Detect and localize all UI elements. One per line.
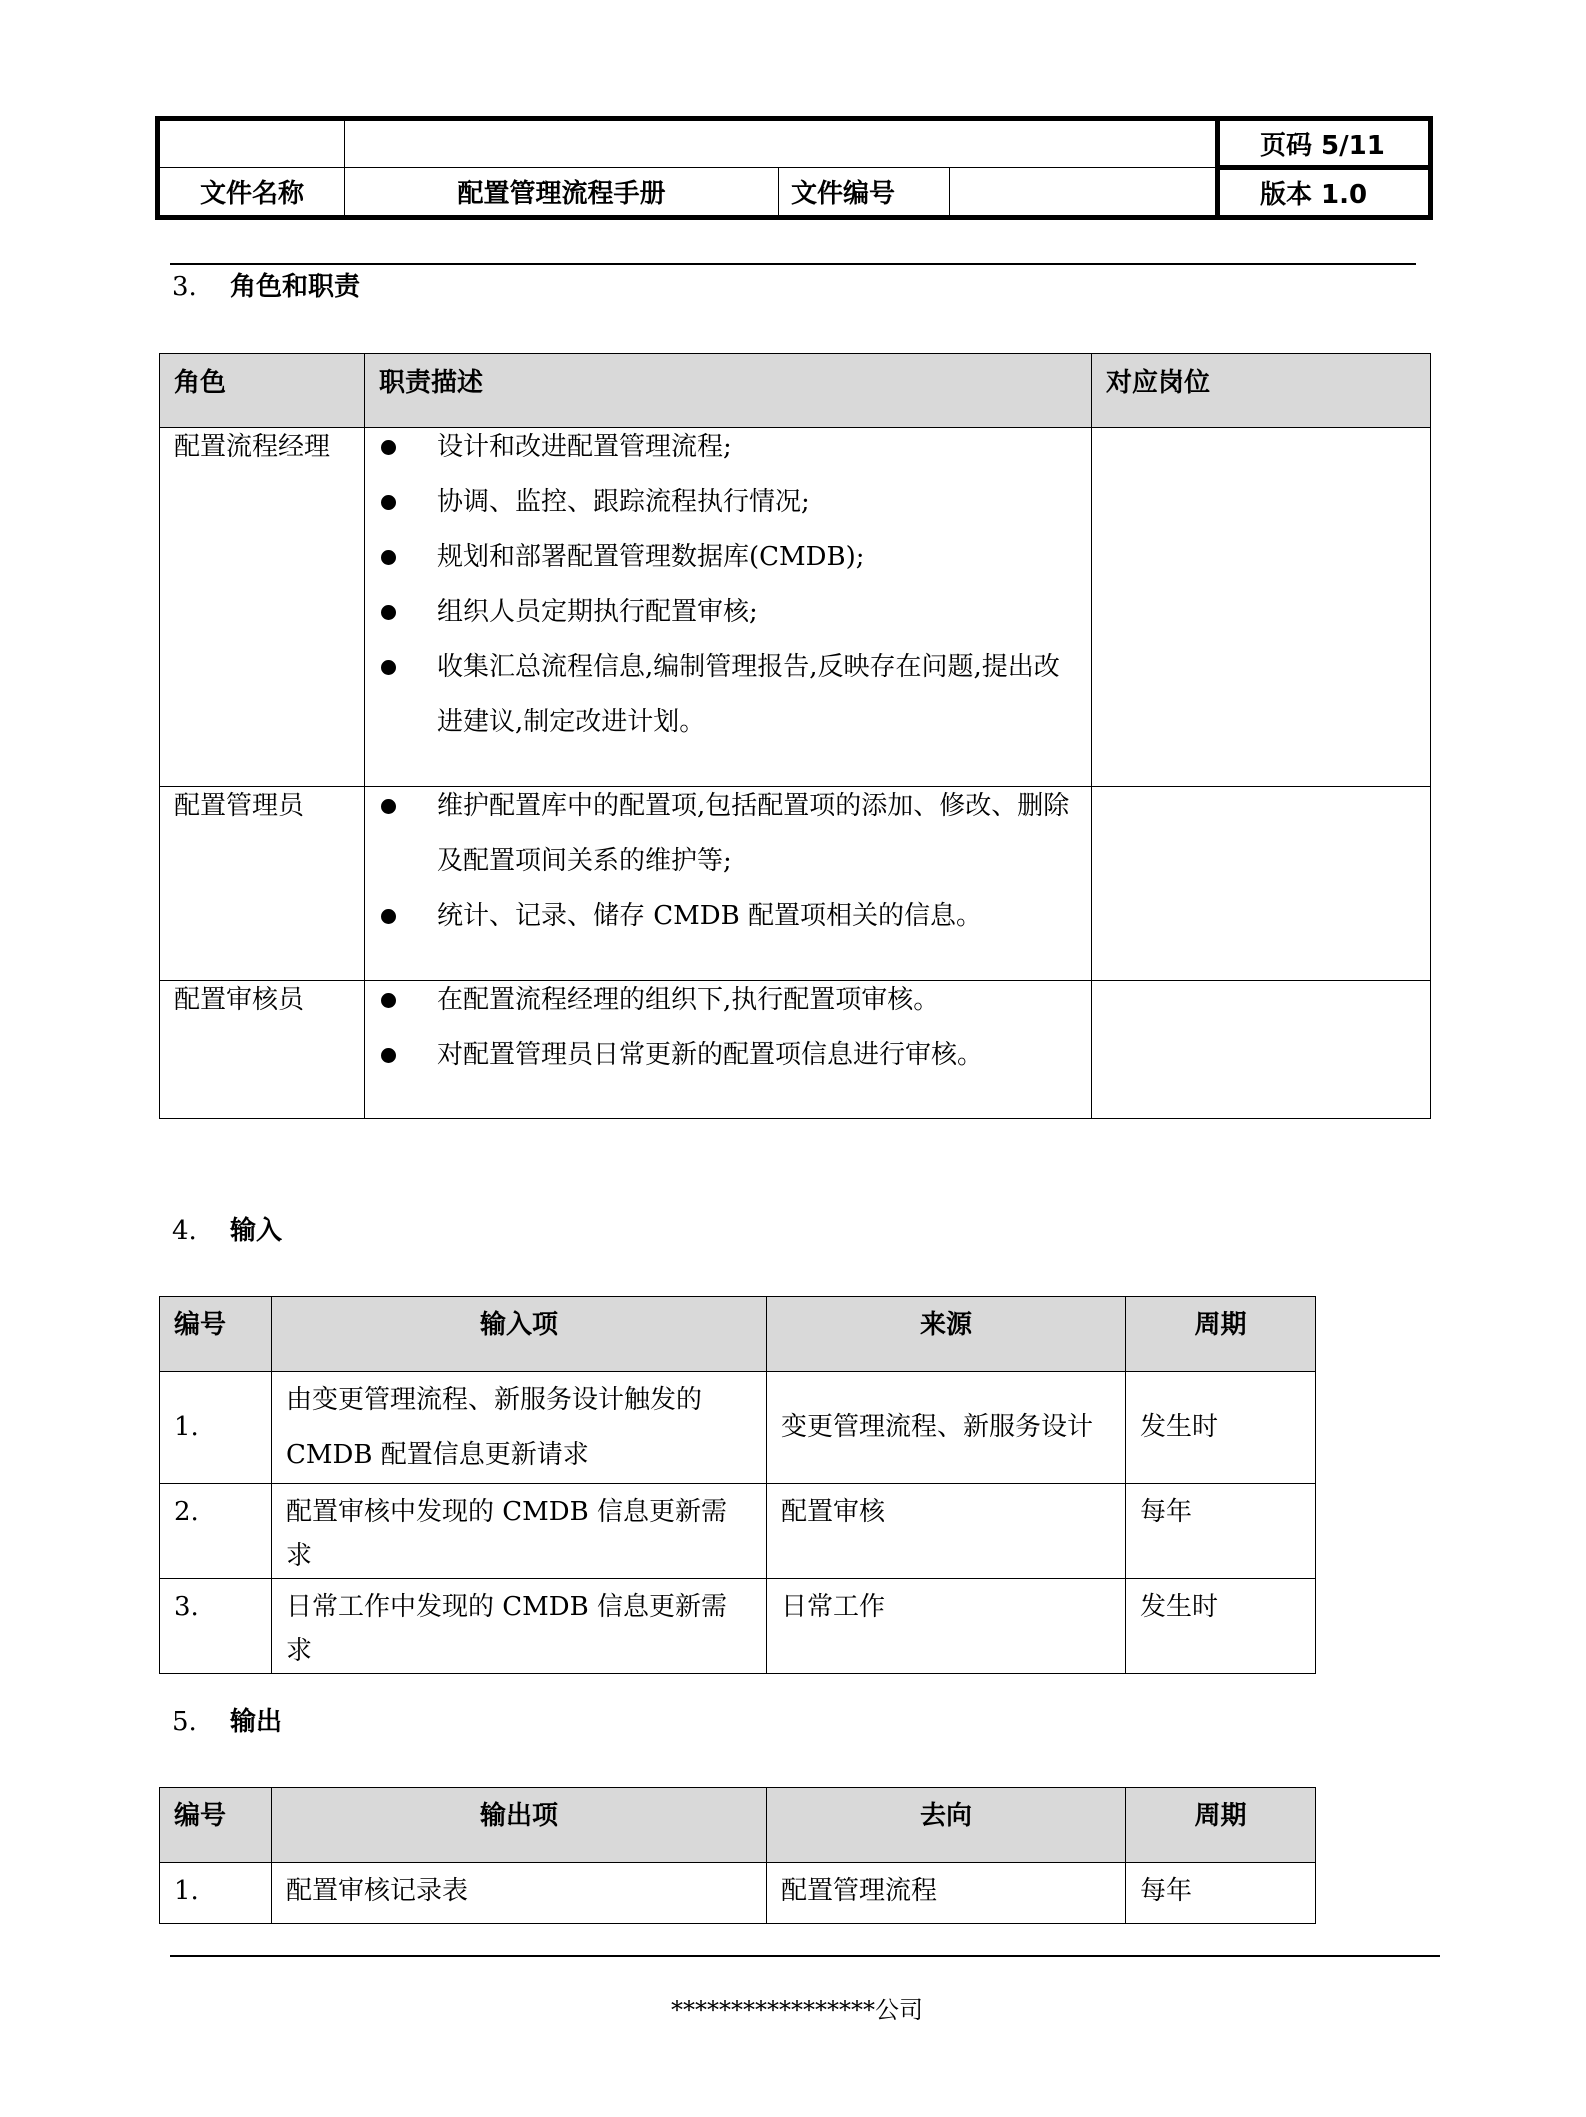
duty-item	[365, 530, 1077, 585]
column-header: 输出项	[272, 1788, 767, 1863]
section-heading-roles	[172, 266, 360, 303]
duty-text: 维护配置库中的配置项,包括配置项的添加、修改、删除及配置项间关系的维护等;	[437, 791, 1070, 876]
table-header-row	[160, 354, 1431, 428]
column-header: 周期	[1126, 1297, 1316, 1372]
file-name-label: 文件名称	[158, 168, 345, 218]
duty-list	[365, 973, 1077, 1083]
section-title: 输入	[230, 1216, 283, 1246]
file-no	[950, 168, 1218, 218]
roles-table	[159, 353, 1431, 1119]
footer-company: *****************公司	[671, 1996, 923, 2024]
table-header-row	[160, 1788, 1316, 1863]
header-rule	[170, 263, 1416, 265]
duty-text: 在配置流程经理的组织下,执行配置项审核。	[437, 985, 940, 1015]
number-cell: 1.	[160, 1863, 272, 1924]
source-cell: 配置审核	[767, 1484, 1126, 1579]
table-header-row	[160, 1297, 1316, 1372]
period-cell: 每年	[1126, 1484, 1316, 1579]
bullet-icon	[381, 909, 396, 924]
bullet-icon	[381, 993, 396, 1008]
version: 版本 1.0	[1218, 168, 1431, 218]
duty-item	[365, 585, 1077, 640]
number-cell: 2.	[160, 1484, 272, 1579]
section-number: 3.	[172, 272, 197, 302]
source-cell: 配置管理流程	[767, 1863, 1126, 1924]
role-name: 配置审核员	[174, 985, 305, 1015]
page-number: 页码 5/11	[1218, 119, 1431, 168]
table-row	[160, 981, 1431, 1119]
bullet-icon	[381, 799, 396, 814]
source-cell: 日常工作	[767, 1579, 1126, 1674]
table-row	[160, 1863, 1316, 1924]
column-header: 输入项	[272, 1297, 767, 1372]
file-no-label: 文件编号	[779, 168, 950, 218]
period-cell: 每年	[1126, 1863, 1316, 1924]
duties-cell	[365, 981, 1092, 1119]
bullet-icon	[381, 550, 396, 565]
duty-item	[365, 1028, 1077, 1083]
table-row	[160, 1484, 1316, 1579]
duty-text: 规划和部署配置管理数据库(CMDB);	[437, 542, 865, 572]
role-name: 配置管理员	[174, 791, 305, 821]
bullet-icon	[381, 605, 396, 620]
role-cell	[160, 787, 365, 981]
column-header: 编号	[160, 1788, 272, 1863]
column-header: 周期	[1126, 1788, 1316, 1863]
section-title: 输出	[230, 1707, 283, 1737]
file-name: 配置管理流程手册	[345, 168, 779, 218]
item-cell: 日常工作中发现的 CMDB 信息更新需求	[272, 1579, 767, 1674]
duty-item	[365, 640, 1077, 750]
duty-item	[365, 420, 1077, 475]
document-header-table	[155, 116, 1433, 220]
section-number: 4.	[172, 1216, 197, 1246]
duty-item	[365, 973, 1077, 1028]
bullet-icon	[381, 495, 396, 510]
column-header: 去向	[767, 1788, 1126, 1863]
bullet-icon	[381, 660, 396, 675]
column-header: 编号	[160, 1297, 272, 1372]
duty-text: 设计和改进配置管理流程;	[437, 432, 732, 462]
header-empty-cell	[345, 119, 1218, 168]
table-row	[160, 428, 1431, 787]
role-cell	[160, 428, 365, 787]
section-number: 5.	[172, 1707, 197, 1737]
footer-rule	[170, 1955, 1440, 1957]
number-cell: 3.	[160, 1579, 272, 1674]
column-header: 对应岗位	[1092, 354, 1431, 428]
post-cell	[1092, 981, 1431, 1119]
duty-list	[365, 420, 1077, 750]
column-header: 职责描述	[365, 354, 1092, 428]
section-heading-output	[172, 1701, 282, 1738]
bullet-icon	[381, 440, 396, 455]
item-cell: 由变更管理流程、新服务设计触发的CMDB 配置信息更新请求	[272, 1372, 767, 1484]
duty-item	[365, 475, 1077, 530]
post-cell	[1092, 787, 1431, 981]
section-heading-input	[172, 1210, 282, 1247]
role-name: 配置流程经理	[174, 432, 331, 462]
duties-cell	[365, 428, 1092, 787]
number-cell: 1.	[160, 1372, 272, 1484]
duties-cell	[365, 787, 1092, 981]
duty-text: 协调、监控、跟踪流程执行情况;	[437, 487, 810, 517]
bullet-icon	[381, 1048, 396, 1063]
table-row	[160, 1579, 1316, 1674]
output-table	[159, 1787, 1316, 1924]
header-empty-cell	[158, 119, 345, 168]
table-row	[160, 787, 1431, 981]
item-cell: 配置审核记录表	[272, 1863, 767, 1924]
duty-item	[365, 889, 1077, 944]
section-title: 角色和职责	[230, 272, 361, 302]
role-cell	[160, 981, 365, 1119]
source-cell: 变更管理流程、新服务设计	[767, 1372, 1126, 1484]
table-row	[160, 1372, 1316, 1484]
column-header: 来源	[767, 1297, 1126, 1372]
duty-text: 对配置管理员日常更新的配置项信息进行审核。	[437, 1040, 984, 1070]
duty-text: 组织人员定期执行配置审核;	[437, 597, 758, 627]
item-cell: 配置审核中发现的 CMDB 信息更新需求	[272, 1484, 767, 1579]
post-cell	[1092, 428, 1431, 787]
duty-item	[365, 779, 1077, 889]
duty-text: 统计、记录、储存 CMDB 配置项相关的信息。	[437, 901, 982, 931]
period-cell: 发生时	[1126, 1372, 1316, 1484]
duty-text: 收集汇总流程信息,编制管理报告,反映存在问题,提出改进建议,制定改进计划。	[437, 652, 1060, 737]
column-header: 角色	[160, 354, 365, 428]
input-table	[159, 1296, 1316, 1674]
duty-list	[365, 779, 1077, 944]
period-cell: 发生时	[1126, 1579, 1316, 1674]
